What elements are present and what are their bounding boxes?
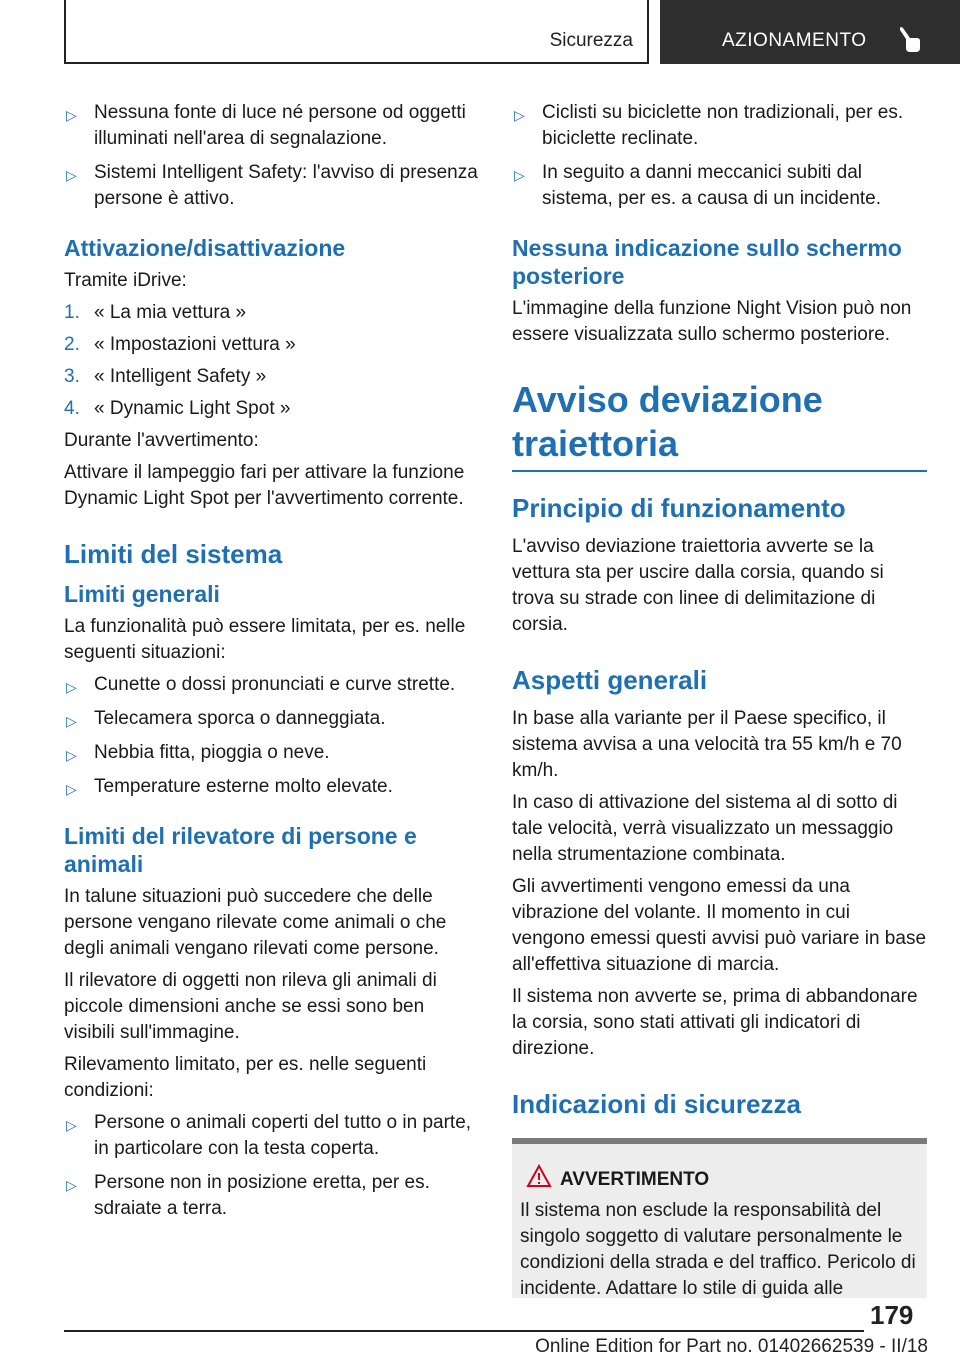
heading-lane-departure-warning: Avviso deviazione traiettoria (512, 378, 927, 472)
page-number: 179 (870, 1300, 914, 1330)
triangle-bullet-icon: ▷ (514, 167, 525, 183)
warning-text: Il sistema non esclude la responsabilità del singolo soggetto di valutare personalmente le condizioni della strada e del traffico. Pericolo di incidente. Adattare lo stile di guida alle (520, 1200, 916, 1298)
heading-activation: Attivazione/disattivazione (64, 235, 346, 261)
detector-text: Il rilevatore di oggetti non rileva gli animali di piccole dimensioni anche se essi sono ben visibili sull'immagine. (64, 970, 437, 1043)
header-section-label: Sicurezza (549, 30, 633, 51)
heading-system-limits: Limiti del sistema (64, 539, 283, 569)
detector-text: In talune situazioni può succedere che delle persone vengano rilevate come animali o che degli animali vengano rilevati come persone. (64, 886, 447, 959)
triangle-bullet-icon: ▷ (66, 679, 77, 695)
warning-triangle-icon (526, 1164, 552, 1188)
principle-text: L'avviso deviazione traiettoria avverte se la vettura sta per uscire dalla corsia, quando si trova su strade con linee di delimitazione di corsia. (512, 536, 884, 635)
triangle-bullet-icon: ▷ (66, 747, 77, 763)
header-section-box (64, 0, 649, 64)
general-text: In base alla variante per il Paese specifico, il sistema avvisa a una velocità tra 55 km/h e 70 km/h. (512, 708, 902, 781)
list-item: ▷ Sistemi Intelligent Safety: l'avviso di presenza persone è attivo. (66, 162, 478, 209)
header-chapter-box (660, 0, 960, 64)
triangle-bullet-icon: ▷ (66, 1117, 77, 1133)
flash-text: Attivare il lampeggio fari per attivare la funzione Dynamic Light Spot per l'avvertimento corrente. (64, 462, 465, 509)
detector-text: Rilevamento limitato, per es. nelle seguenti condizioni: (64, 1054, 427, 1101)
triangle-bullet-icon: ▷ (66, 1177, 77, 1193)
warning-box (512, 1138, 927, 1298)
triangle-bullet-icon: ▷ (66, 167, 77, 183)
no-rear-text: L'immagine della funzione Night Vision può non essere visualizzata sullo schermo posteriore. (512, 298, 912, 345)
triangle-bullet-icon: ▷ (66, 713, 77, 729)
heading-detector-limits: Limiti del rilevatore di persone e animali (64, 823, 417, 877)
list-item: ▷ Persone non in posizione eretta, per es. sdraiate a terra. (66, 1172, 430, 1219)
step-item: 3. « Intelligent Safety » (64, 366, 267, 387)
step-item: 4. « Dynamic Light Spot » (64, 398, 291, 419)
idrive-intro: Tramite iDrive: (64, 270, 187, 291)
heading-general-limits: Limiti generali (64, 581, 220, 607)
triangle-bullet-icon: ▷ (514, 107, 525, 123)
general-text: Il sistema non avverte se, prima di abbandonare la corsia, sono stati attivati gli indicatori di direzione. (512, 986, 918, 1059)
triangle-bullet-icon: ▷ (66, 107, 77, 123)
list-item: ▷ Telecamera sporca o danneggiata. (64, 706, 479, 732)
left-column (64, 100, 479, 1230)
general-text: Gli avvertimenti vengono emessi da una vibrazione del volante. Il momento in cui vengono emessi questi avvisi può variare in base all'effettiva situazione di marcia. (512, 876, 927, 975)
general-text: In caso di attivazione del sistema al di sotto di tale velocità, verrà visualizzato un messaggio nella strumentazione combinata. (512, 792, 898, 865)
during-warning-text: Durante l'avvertimento: (64, 430, 259, 451)
footer-edition: Online Edition for Part no. 01402662539 - II/18 (535, 1336, 928, 1357)
step-item: 2. « Impostazioni vettura » (64, 334, 296, 355)
list-item: ▷ Ciclisti su biciclette non tradizionali, per es. biciclette reclinate. (514, 102, 904, 149)
header-chapter-label: AZIONAMENTO (722, 30, 867, 51)
pointing-hand-icon (896, 24, 922, 54)
list-item: ▷ In seguito a danni meccanici subiti dal sistema, per es. a causa di un incidente. (514, 162, 882, 209)
warning-title: AVVERTIMENTO (560, 1169, 710, 1190)
right-column (512, 100, 927, 1298)
list-item: ▷ Cunette o dossi pronunciati e curve strette. (64, 672, 479, 698)
triangle-bullet-icon: ▷ (66, 781, 77, 797)
list-item: ▷ Nessuna fonte di luce né persone od oggetti illuminati nell'area di segnalazione. (66, 102, 466, 149)
list-item: ▷ Nebbia fitta, pioggia o neve. (64, 740, 479, 766)
list-item: ▷ Temperature esterne molto elevate. (64, 774, 479, 800)
heading-no-rear-display: Nessuna indicazione sullo schermo posteriore (512, 235, 902, 289)
step-item: 1. « La mia vettura » (64, 302, 247, 323)
heading-operating-principle: Principio di funzionamento (512, 493, 846, 523)
general-limits-intro: La funzionalità può essere limitata, per es. nelle seguenti situazioni: (64, 616, 466, 663)
footer-divider (64, 1330, 864, 1332)
list-item: ▷ Persone o animali coperti del tutto o in parte, in particolare con la testa coperta. (66, 1112, 472, 1159)
heading-general-aspects: Aspetti generali (512, 665, 708, 695)
heading-safety-notes: Indicazioni di sicurezza (512, 1089, 801, 1119)
